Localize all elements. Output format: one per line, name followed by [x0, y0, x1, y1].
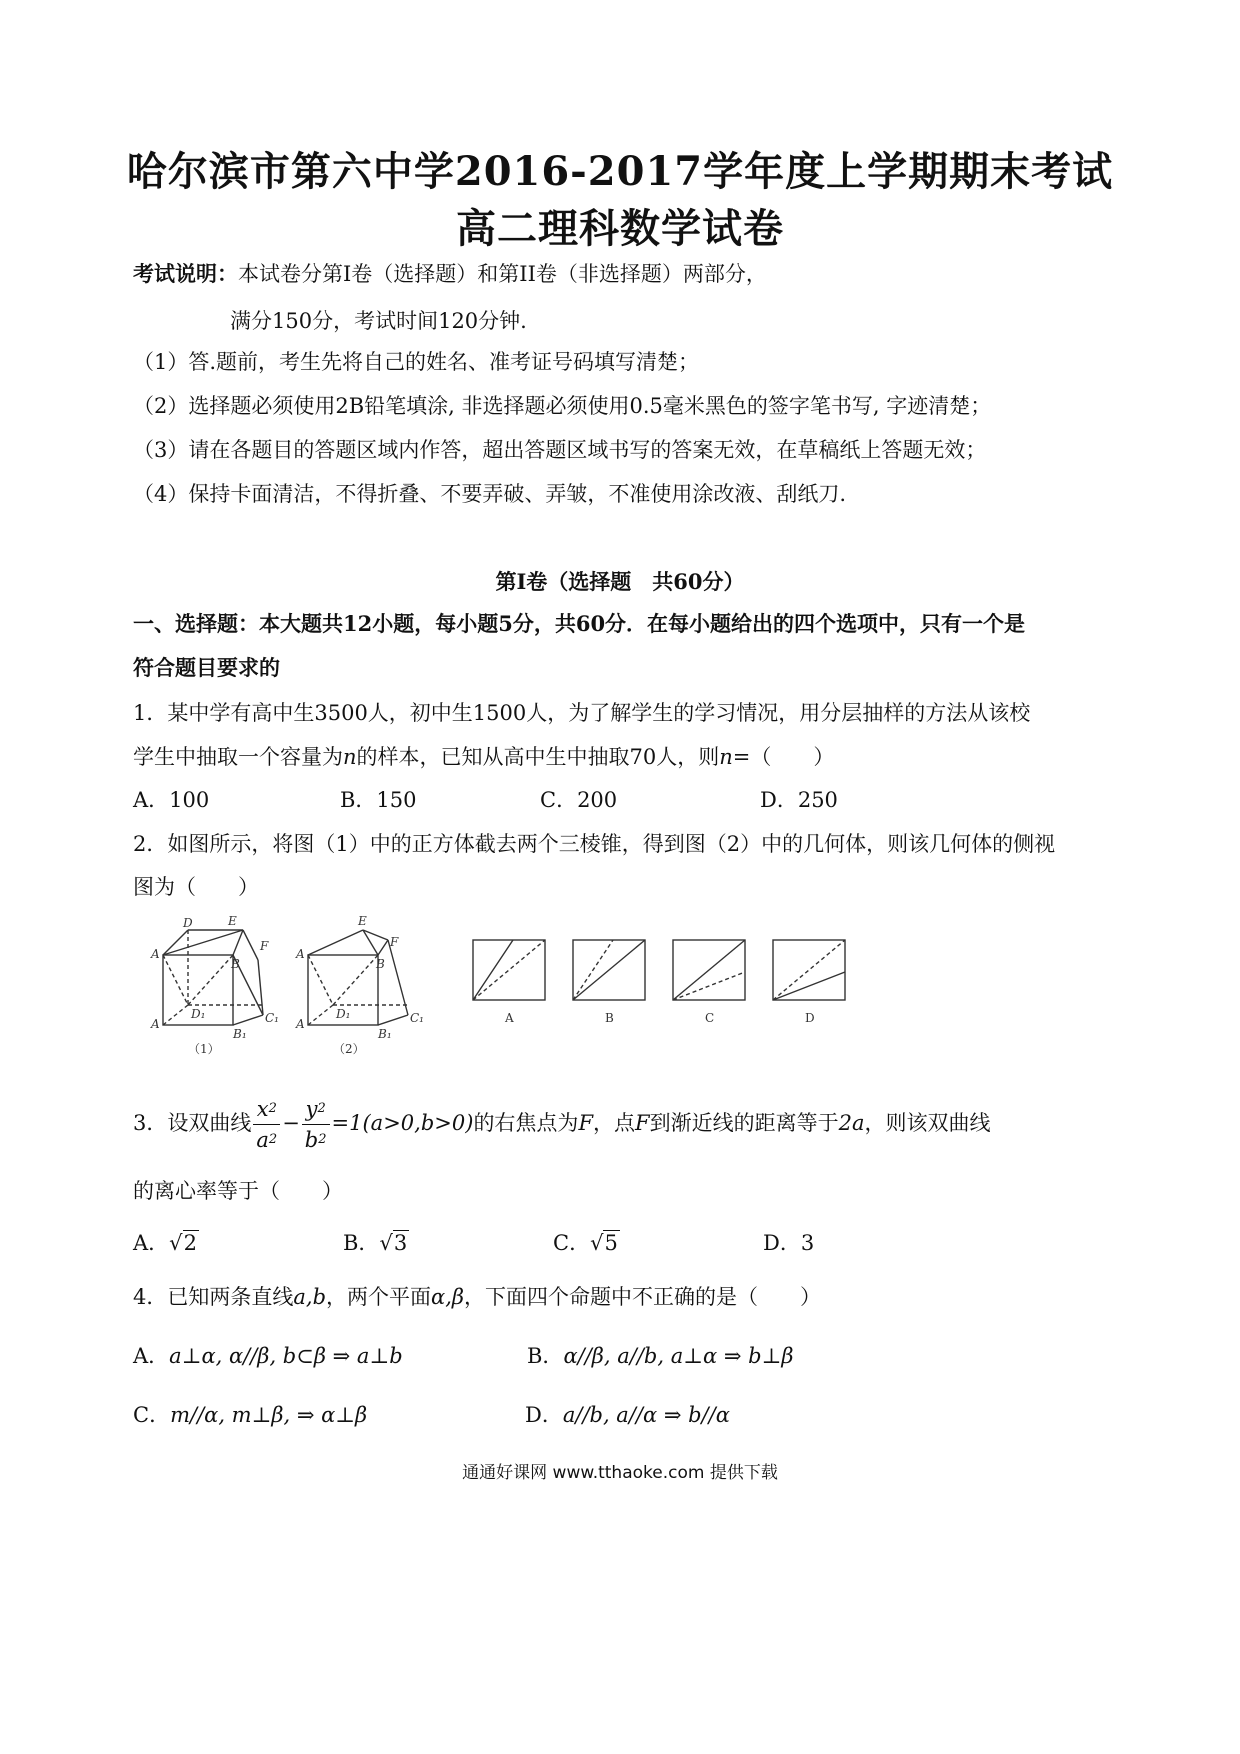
q3-sup-3: 2 — [317, 1101, 326, 1116]
q1-line2 — [133, 741, 834, 771]
fig1-caption: （1） — [188, 1042, 220, 1056]
fig1-label-e: E — [228, 914, 237, 928]
exam-title-line2: 高二理科数学试卷 — [456, 205, 784, 252]
q3-option-b — [343, 1227, 409, 1257]
choice-label-d: D — [805, 1011, 815, 1025]
q3-option-d-label: D． — [763, 1231, 801, 1255]
q1-option-c: C．200 — [540, 788, 618, 812]
side-view-choice-b — [573, 940, 645, 1000]
section1-heading-line1: 一、选择题：本大题共12小题，每小题5分，共60分．在每小题给出的四个选项中，只有一个是 — [133, 611, 1026, 636]
choice-label-b: B — [605, 1011, 614, 1025]
choice-label-c: C — [705, 1011, 715, 1025]
fig2-label-e: E — [358, 914, 367, 928]
fig1-label-b1: B₁ — [233, 1027, 247, 1041]
q1-option-a: A．100 — [133, 788, 210, 812]
q1-option-b: B．150 — [340, 788, 417, 812]
q1-text-a: 学生中抽取一个容量为 — [133, 745, 343, 769]
q4-lines: a,b — [293, 1285, 327, 1309]
fig2-label-a: A — [296, 947, 305, 961]
section1-heading-line2: 符合题目要求的 — [133, 655, 280, 680]
q3-fraction-y — [302, 1094, 330, 1155]
q1-text-d: =（ ） — [732, 745, 835, 769]
q4-mid: ，两个平面 — [326, 1285, 432, 1309]
instructions-line2: 满分150分，考试时间120分钟. — [230, 309, 527, 333]
fig2-label-a1: A — [296, 1017, 305, 1031]
q3-frac2-den: b — [304, 1128, 319, 1152]
q3-frac2-num: y — [305, 1097, 318, 1121]
q3-text-b: ，点 — [593, 1111, 636, 1135]
q3-frac1-den: a — [256, 1128, 269, 1152]
q1-text-b: 的样本，已知从高中生中抽取70人，则 — [356, 745, 720, 769]
fig1-label-b: B — [231, 957, 240, 971]
fig2-label-c1: C₁ — [410, 1011, 424, 1025]
q3-condition: =1(a>0,b>0) — [331, 1111, 474, 1135]
q3-var-f2: F — [635, 1111, 650, 1135]
q4-option-d-expr: a//b, a//α ⇒ b//α — [562, 1403, 730, 1427]
q3-option-d — [763, 1227, 814, 1257]
q3-option-d-text: 3 — [800, 1231, 815, 1255]
fig1-label-d: D — [183, 916, 193, 930]
q3-text-c: 到渐近线的距离等于 — [649, 1111, 839, 1135]
q3-text-a: 的右焦点为 — [473, 1111, 579, 1135]
cube-figure-1 — [163, 930, 263, 1025]
q3-fraction-x — [253, 1094, 280, 1155]
instructions-line1 — [133, 258, 767, 288]
q4-planes: α,β — [431, 1285, 465, 1309]
side-view-choice-c — [673, 940, 745, 1000]
q4-suffix: ，下面四个命题中不正确的是（ ） — [464, 1285, 822, 1309]
fig1-label-a1: A — [151, 1017, 160, 1031]
fig1-label-c1: C₁ — [265, 1011, 279, 1025]
q3-option-a-radicand: 2 — [183, 1231, 197, 1255]
instructions-text1: 本试卷分第I卷（选择题）和第II卷（非选择题）两部分， — [238, 262, 767, 286]
instruction-item-3: （3）请在各题目的答题区域内作答，超出答题区域书写的答案无效，在草稿纸上答题无效； — [133, 438, 987, 462]
instruction-item-4: （4）保持卡面清洁，不得折叠、不要弄破、弄皱，不准使用涂改液、刮纸刀. — [133, 482, 847, 506]
q4-option-c-expr: m//α, m⊥β, ⇒ α⊥β — [170, 1403, 368, 1427]
q4-option-a-expr: a⊥α, α//β, b⊂β ⇒ a⊥b — [169, 1344, 403, 1368]
q3-prefix: 3．设双曲线 — [133, 1111, 252, 1135]
instruction-item-1: （1）答.题前，考生先将自己的姓名、准考证号码填写清楚； — [133, 350, 700, 374]
q4-option-d — [525, 1399, 730, 1429]
instructions-label: 考试说明： — [133, 261, 238, 286]
fig1-label-f: F — [260, 939, 269, 953]
sqrt-icon: √5 — [590, 1231, 618, 1255]
q4-option-c — [133, 1399, 367, 1429]
fig2-label-f: F — [390, 935, 399, 949]
q3-option-c-radicand: 5 — [604, 1231, 618, 1255]
section1-title: 第I卷（选择题 共60分） — [495, 569, 745, 594]
q4-prefix: 4．已知两条直线 — [133, 1285, 294, 1309]
q3-option-b-radicand: 3 — [393, 1231, 408, 1255]
q2-figure — [133, 910, 853, 1060]
fig2-label-d1: D₁ — [336, 1007, 351, 1021]
side-view-choice-a — [473, 940, 545, 1000]
instruction-item-2: （2）选择题必须使用2B铅笔填涂, 非选择题必须使用0.5毫米黑色的签字笔书写, 字迹清楚； — [133, 394, 992, 418]
side-view-choice-d — [773, 940, 845, 1000]
choice-label-a: A — [505, 1011, 514, 1025]
q1-var-n2: n — [719, 745, 733, 769]
q4-option-b-expr: α//β, a//b, a⊥α ⇒ b⊥β — [563, 1344, 794, 1368]
q3-option-c — [553, 1227, 620, 1257]
fig1-label-a: A — [151, 947, 160, 961]
q3-var-f: F — [578, 1111, 594, 1135]
q1-line1: 1．某中学有高中生3500人，初中生1500人，为了解学生的学习情况，用分层抽样的方法从该校 — [133, 701, 1031, 725]
q1-var-n: n — [343, 745, 357, 769]
q3-sup-4: 2 — [318, 1132, 327, 1147]
q4-option-b — [527, 1340, 793, 1370]
q3-frac1-num: x — [256, 1097, 269, 1121]
q3-text-d: ，则该双曲线 — [864, 1111, 991, 1135]
q4-option-a — [133, 1340, 403, 1370]
q2-line2: 图为（ ） — [133, 875, 259, 899]
q4-option-c-label: C． — [133, 1403, 171, 1427]
fig2-label-b: B — [376, 957, 385, 971]
q3-option-b-label: B． — [343, 1231, 380, 1255]
q3-option-a — [133, 1227, 199, 1257]
q4-option-d-label: D． — [525, 1403, 563, 1427]
q3-sup-1: 2 — [268, 1101, 277, 1116]
q4-line1 — [133, 1281, 821, 1311]
sqrt-icon: √2 — [169, 1231, 197, 1255]
q2-line1: 2．如图所示，将图（1）中的正方体截去两个三棱锥，得到图（2）中的几何体，则该几何体的侧视 — [133, 832, 1056, 856]
q4-option-a-label: A． — [133, 1344, 170, 1368]
q3-option-a-label: A． — [133, 1231, 170, 1255]
q1-option-d: D．250 — [760, 788, 838, 812]
footer-download-note: 通通好课网 www.tthaoke.com 提供下载 — [462, 1463, 778, 1483]
fig2-caption: （2） — [333, 1042, 365, 1056]
q3-option-c-label: C． — [553, 1231, 591, 1255]
exam-title-line1: 哈尔滨市第六中学2016-2017学年度上学期期末考试 — [126, 148, 1114, 195]
sqrt-icon: √3 — [379, 1231, 408, 1255]
fig2-label-b1: B₁ — [378, 1027, 392, 1041]
q3-line1: 3．设双曲线 $\frac{x^2}{a^2}$ − $\frac{y^2}{b^2}$ =1(a>0,b>0)的右焦点为F，点F到渐近线的距离等于2a，则该双曲线 — [133, 1088, 990, 1158]
q4-option-b-label: B． — [527, 1344, 564, 1368]
q3-line2: 的离心率等于（ ） — [133, 1179, 343, 1203]
q3-val-2a: 2a — [838, 1111, 865, 1135]
fig1-label-d1: D₁ — [191, 1007, 206, 1021]
q3-sup-2: 2 — [268, 1132, 278, 1147]
